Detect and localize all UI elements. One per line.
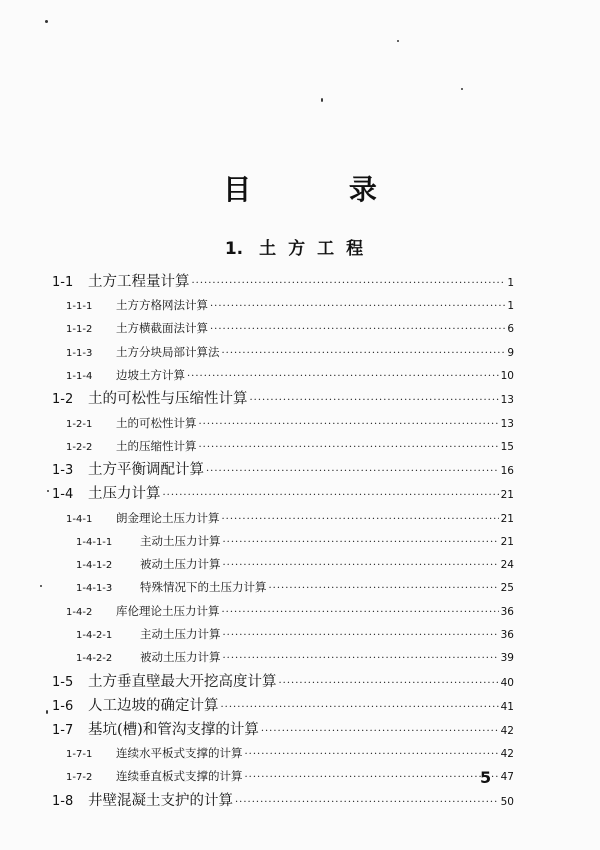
toc-entry-title: 主动土压力计算	[140, 533, 221, 548]
toc-entry[interactable]	[52, 364, 514, 387]
toc-entry-title: 人工边坡的确定计算	[88, 697, 219, 714]
toc-entry-title: 土方横截面法计算	[116, 321, 208, 336]
toc-entry-title: 土方工程量计算	[88, 274, 190, 290]
toc-leader-dots	[223, 624, 499, 647]
toc-entry-number: 1-7-1	[66, 749, 93, 761]
toc-entry-page: 42	[500, 724, 514, 737]
toc-entry-page: 47	[500, 771, 514, 784]
toc-entry-title: 土的压缩性计算	[116, 438, 197, 453]
toc-entry-number: 1-1	[52, 275, 74, 290]
scan-speck	[461, 88, 463, 90]
toc-entry[interactable]	[52, 670, 514, 694]
toc-entry-number: 1-3	[52, 463, 74, 479]
toc-entry-page: 36	[500, 605, 514, 618]
toc-entry-page: 36	[500, 629, 514, 642]
toc-entry[interactable]	[52, 270, 514, 294]
toc-entry-title: 库伦理论土压力计算	[116, 603, 220, 618]
toc-entry-page: 1	[507, 300, 514, 313]
section-label: 土方工程	[259, 239, 376, 259]
toc-entry[interactable]	[52, 507, 514, 530]
toc-entry-number: 1-7	[52, 722, 74, 738]
toc-leader-dots	[235, 791, 499, 815]
toc-entry[interactable]	[52, 623, 514, 646]
toc-entry-number: 1-4-2-2	[76, 653, 113, 665]
scan-speck	[45, 20, 48, 23]
toc-entry-number: 1-8	[52, 793, 74, 809]
toc-leader-dots	[221, 696, 499, 720]
toc-entry-page: 15	[500, 440, 514, 453]
table-of-contents	[52, 270, 514, 813]
toc-entry-page: 41	[500, 700, 514, 713]
toc-leader-dots	[279, 672, 499, 696]
toc-entry-page: 24	[500, 559, 514, 572]
toc-entry-title: 土方垂直壁最大开挖高度计算	[88, 673, 277, 690]
toc-leader-dots	[222, 601, 499, 624]
toc-entry-number: 1-1-4	[66, 371, 93, 383]
section-number: 1.	[224, 239, 244, 259]
scan-speck	[40, 585, 42, 587]
toc-entry-page: 21	[500, 535, 514, 548]
toc-entry-page: 13	[500, 417, 514, 430]
toc-entry-title: 土压力计算	[88, 486, 161, 503]
toc-leader-dots	[223, 531, 499, 554]
section-heading	[0, 234, 600, 259]
toc-leader-dots	[261, 720, 499, 744]
toc-entry-title: 土方方格网法计算	[116, 298, 208, 313]
toc-entry-number: 1-4-1-3	[76, 583, 113, 595]
scan-speck	[321, 98, 323, 102]
scan-speck	[397, 40, 399, 42]
page-title: 目 录	[223, 173, 421, 206]
toc-entry[interactable]	[52, 341, 514, 364]
toc-entry-page: 13	[500, 394, 514, 407]
toc-entry-page: 16	[500, 465, 514, 478]
page-number: 5	[480, 768, 492, 787]
toc-entry[interactable]	[52, 482, 514, 506]
toc-entry-title: 基坑(槽)和管沟支撑的计算	[88, 721, 259, 738]
toc-entry-number: 1-2-1	[66, 418, 93, 430]
toc-entry[interactable]	[52, 530, 514, 553]
toc-entry[interactable]	[52, 294, 514, 317]
toc-entry-number: 1-1-1	[66, 301, 93, 313]
toc-entry-title: 边坡土方计算	[116, 368, 185, 383]
toc-entry[interactable]	[52, 718, 514, 742]
toc-entry-title: 连续垂直板式支撑的计算	[116, 769, 243, 784]
toc-entry-title: 土方分块局部计算法	[116, 344, 220, 359]
toc-entry[interactable]	[52, 646, 514, 669]
toc-entry-number: 1-4-1-2	[76, 560, 113, 572]
toc-leader-dots	[269, 577, 499, 600]
toc-entry-page: 1	[507, 277, 514, 289]
toc-leader-dots	[206, 460, 499, 484]
toc-entry-title: 土的可松性计算	[116, 415, 197, 430]
toc-leader-dots	[222, 342, 506, 365]
toc-leader-dots	[223, 647, 499, 670]
toc-leader-dots	[223, 554, 499, 577]
toc-entry-page: 9	[507, 346, 514, 359]
toc-entry[interactable]	[52, 458, 514, 482]
toc-leader-dots	[245, 766, 499, 789]
toc-entry-title: 朗金理论土压力计算	[116, 510, 220, 525]
toc-entry-number: 1-1-2	[66, 324, 93, 336]
toc-leader-dots	[187, 365, 499, 388]
toc-leader-dots	[163, 484, 499, 508]
toc-entry-title: 特殊情况下的土压力计算	[140, 580, 267, 595]
toc-entry-title: 被动土压力计算	[140, 650, 221, 665]
toc-entry-title: 土的可松性与压缩性计算	[88, 391, 248, 408]
toc-entry[interactable]	[52, 789, 514, 813]
toc-entry-number: 1-4-1	[66, 513, 93, 525]
toc-entry-title: 连续水平板式支撑的计算	[116, 746, 243, 761]
toc-entry-number: 1-4	[52, 487, 74, 503]
toc-entry[interactable]	[52, 317, 514, 340]
toc-entry-number: 1-4-1-1	[76, 536, 113, 548]
toc-leader-dots	[210, 318, 505, 341]
toc-leader-dots	[199, 413, 499, 436]
toc-entry[interactable]	[52, 576, 514, 599]
toc-entry-number: 1-1-3	[66, 347, 93, 359]
scan-speck	[47, 490, 49, 492]
toc-entry-number: 1-2	[52, 392, 74, 408]
toc-entry-number: 1-4-2	[66, 606, 93, 618]
toc-leader-dots	[250, 389, 499, 413]
toc-entry[interactable]	[52, 553, 514, 576]
toc-leader-dots	[245, 743, 499, 766]
toc-entry-number: 1-6	[52, 698, 74, 714]
toc-entry[interactable]	[52, 387, 514, 411]
toc-entry-page: 10	[500, 370, 514, 383]
toc-leader-dots	[192, 272, 506, 296]
toc-entry-title: 土方平衡调配计算	[88, 462, 204, 479]
toc-entry-title: 被动土压力计算	[140, 557, 221, 572]
toc-entry-page: 25	[500, 582, 514, 595]
toc-entry-number: 1-4-2-1	[76, 630, 113, 642]
toc-entry-number: 1-7-2	[66, 772, 93, 784]
toc-entry[interactable]	[52, 765, 514, 788]
toc-entry-title: 主动土压力计算	[140, 627, 221, 642]
toc-entry-page: 21	[500, 512, 514, 525]
toc-entry[interactable]	[52, 694, 514, 718]
toc-entry[interactable]	[52, 412, 514, 435]
toc-entry-page: 42	[500, 748, 514, 761]
toc-entry[interactable]	[52, 600, 514, 623]
scan-speck	[46, 710, 48, 714]
toc-entry-number: 1-2-2	[66, 441, 93, 453]
toc-entry-page: 40	[500, 676, 514, 689]
toc-entry[interactable]	[52, 742, 514, 765]
toc-entry-page: 21	[500, 489, 514, 502]
toc-entry-title: 井壁混凝土支护的计算	[88, 792, 233, 809]
toc-leader-dots	[222, 508, 499, 531]
toc-entry-page: 50	[500, 795, 514, 808]
toc-entry[interactable]	[52, 435, 514, 458]
toc-entry-number: 1-5	[52, 674, 74, 690]
toc-entry-page: 6	[507, 323, 514, 336]
toc-leader-dots	[199, 436, 499, 459]
toc-entry-page: 39	[500, 652, 514, 665]
toc-leader-dots	[210, 295, 505, 318]
